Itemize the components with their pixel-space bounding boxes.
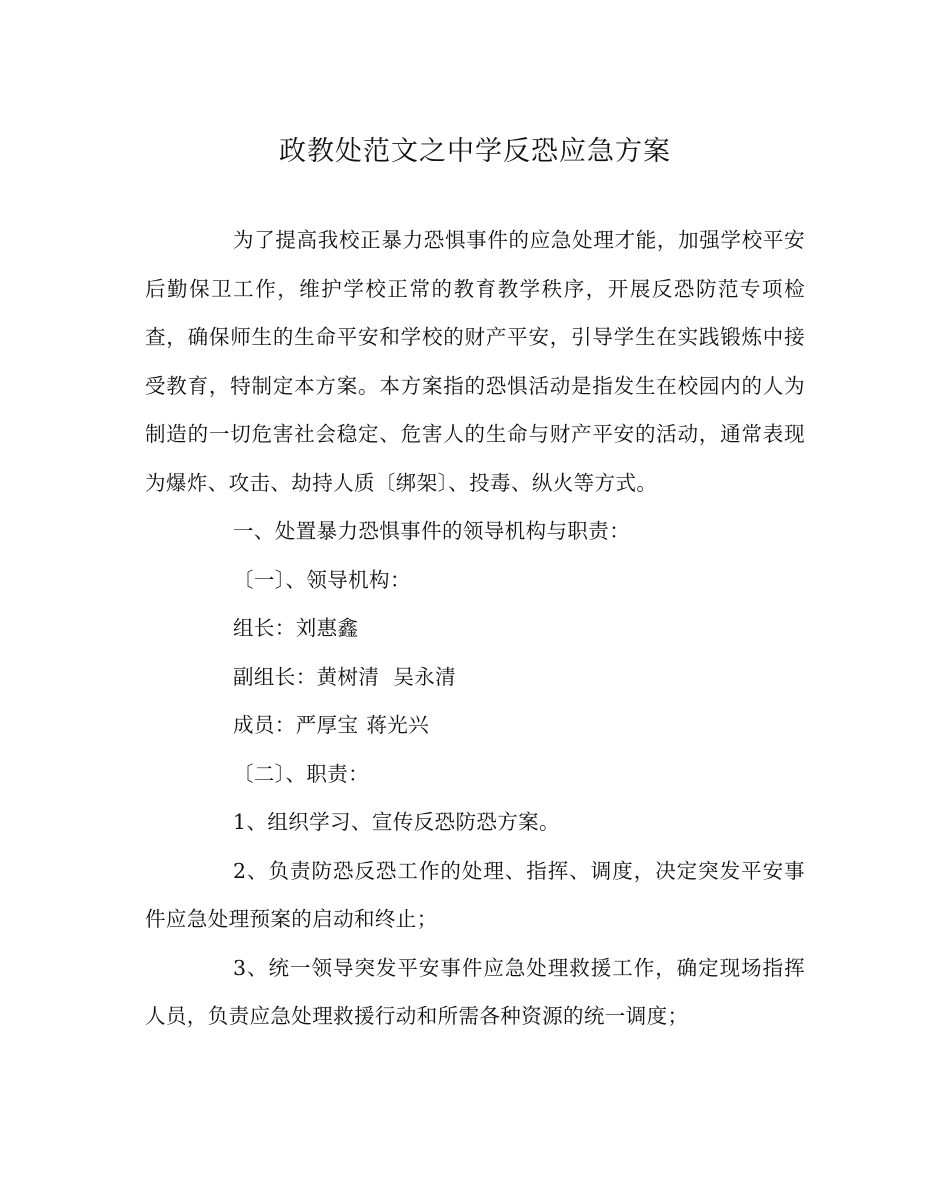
subsection-1-heading: 〔一〕、领导机构： xyxy=(233,567,411,592)
members-line xyxy=(145,701,805,750)
intro-paragraph: 为了提高我校正暴力恐惧事件的应急处理才能，加强学校平安后勤保卫工作，维护学校正常的教育教学秩序，开展反恐防范专项检查，确保师生的生命平安和学校的财产平安，引导学生在实践锻炼中接受教育，特制定本方案。本方案指的恐惧活动是指发生在校园内的人为制造的一切危害社会稳定、危害人的生命与财产平安的活动，通常表现为爆炸、攻击、劫持人质〔绑架〕、投毒、纵火等方式。 xyxy=(145,228,805,495)
leader-line xyxy=(145,604,805,653)
member-name-2: 蒋光兴 xyxy=(366,713,430,737)
deputy-name-1: 黄树清 xyxy=(316,664,380,689)
document-title: 政教处范文之中学反恐应急方案 xyxy=(279,136,671,167)
subsection-2-heading: 〔二〕、职责： xyxy=(233,761,370,786)
duty-item-2: 2、负责防恐反恐工作的处理、指挥、调度，决定突发平安事件应急处理预案的启动和终止； xyxy=(145,858,805,931)
deputy-label: 副组长： xyxy=(233,664,317,689)
duty-item-3: 3、统一领导突发平安事件应急处理救援工作，确定现场指挥人员，负责应急处理救援行动和所需各种资源的统一调度； xyxy=(145,955,805,1028)
deputy-line xyxy=(145,653,805,702)
leader-name: 刘惠鑫 xyxy=(295,616,359,640)
leader-label: 组长： xyxy=(233,616,296,640)
duty-item-1: 1、组织学习、宣传反恐防恐方案。 xyxy=(233,810,560,834)
members-label: 成员： xyxy=(233,713,296,737)
document-body xyxy=(145,216,805,1041)
member-name-1: 严厚宝 xyxy=(295,713,359,737)
section-1-heading: 一、处置暴力恐惧事件的领导机构与职责： xyxy=(233,519,631,543)
deputy-name-2: 吴永清 xyxy=(393,664,457,689)
